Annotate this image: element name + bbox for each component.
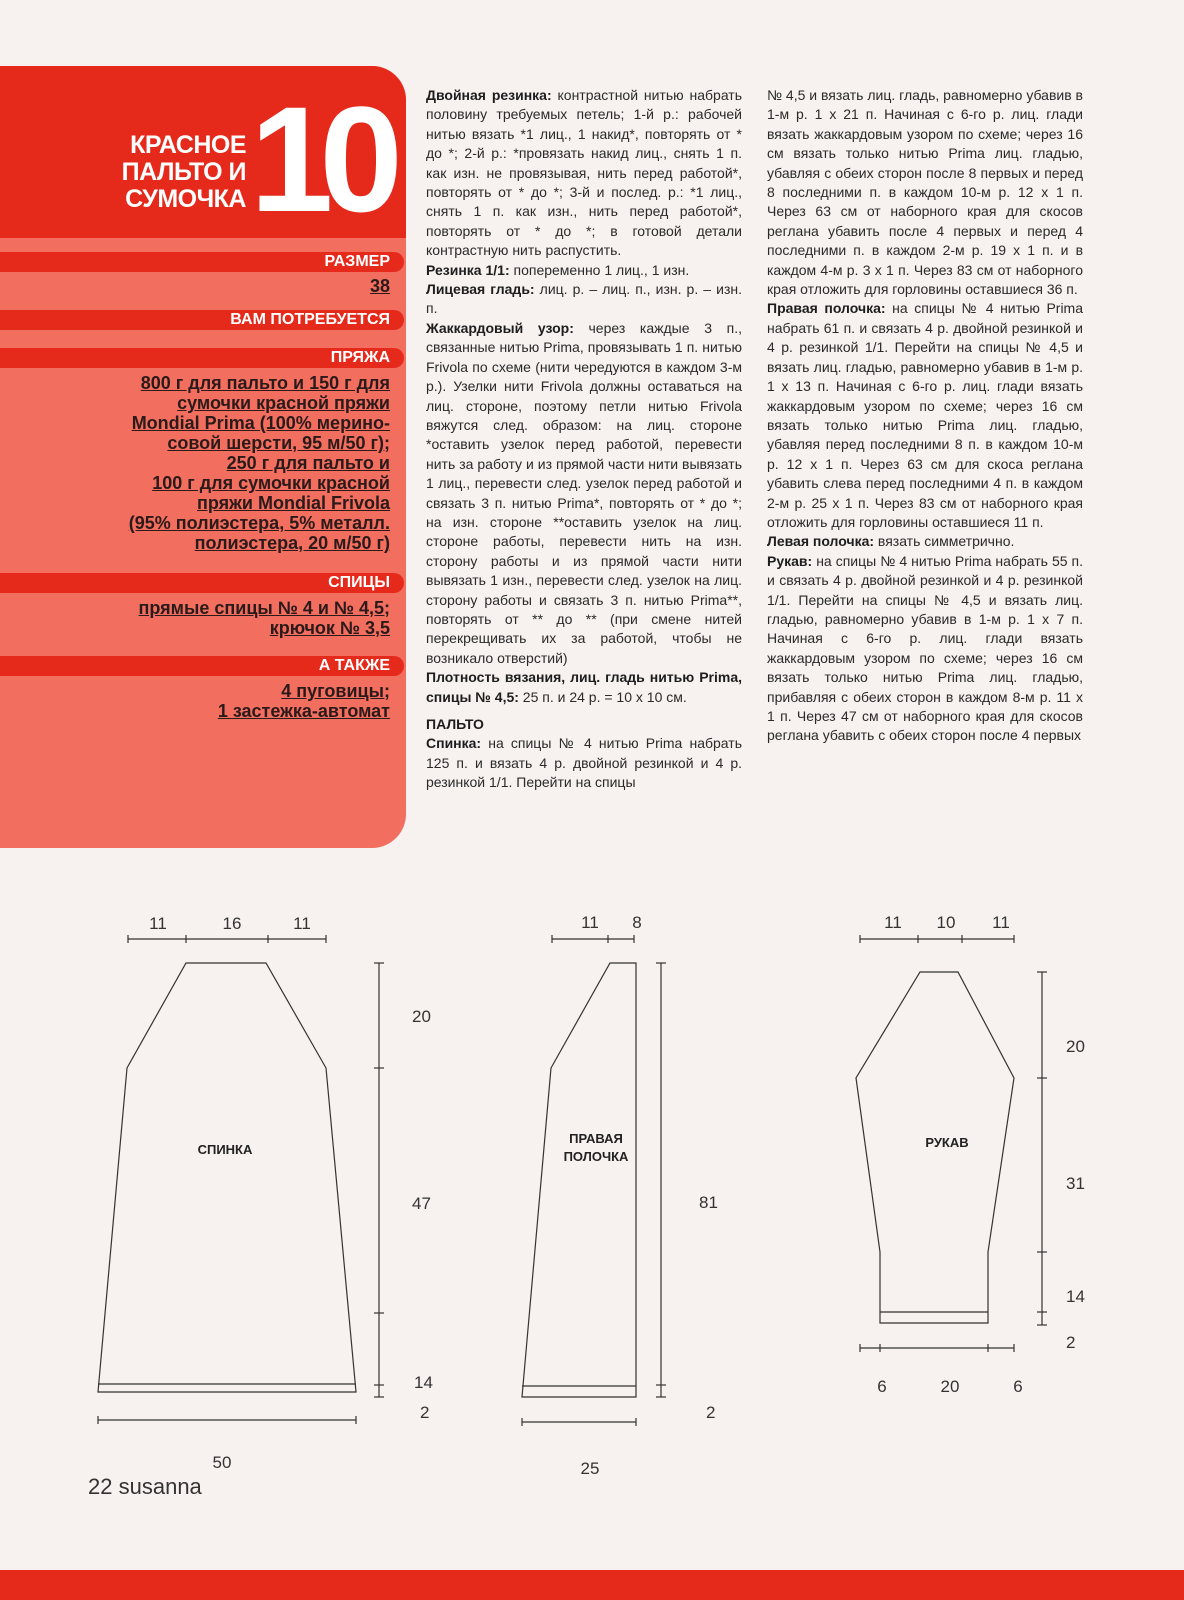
magazine-brand: susanna bbox=[118, 1474, 202, 1499]
instruction-heading: Рукав: bbox=[767, 552, 813, 569]
instruction-heading: Резинка 1/1: bbox=[426, 261, 510, 278]
back-right-1: 20 bbox=[412, 1007, 431, 1026]
instruction-text: через каждые 3 п., связанные нитью Prima, провязывать 1 п. нитью Frivola по схеме (нити чередуются в каждом 3-м р.). Узелки нити Frivola должны оставаться на лиц. стороне, поэтому петли нитью Frivola вяжутся след. образом: на лиц. стороне *оставить узелок перед работой, перевести нить за работу и из прямой части нити вывязать 1 лиц., перевести след. узелок перед работой и связать 3 п. нитью Prima*, повторять от * до *; на изн. стороне **оставить узелок на лиц. стороне работы, перевести нить на изн. сторону работы и из прямой части нити вывязать 1 изн., перевести след. узелок на лиц. сторону работы и связать 3 п. нитью Prima**, повторять от ** до ** (при смене нитей перекрещивать их за работой, чтобы не возникало отверстий) bbox=[426, 319, 742, 666]
needs-heading: ВАМ ПОТРЕБУЕТСЯ bbox=[0, 310, 404, 330]
sleeve-bottom-1: 6 bbox=[877, 1377, 887, 1396]
instruction-text: 25 п. и 24 р. = 10 х 10 см. bbox=[518, 688, 687, 705]
instruction-heading: Спинка: bbox=[426, 735, 482, 752]
front-bottom: 25 bbox=[580, 1459, 600, 1478]
sleeve-top-3: 11 bbox=[992, 913, 1010, 932]
size-heading: РАЗМЕР bbox=[0, 252, 404, 272]
sleeve-right-1: 20 bbox=[1066, 1037, 1085, 1056]
article-title: КРАСНОЕ ПАЛЬТО И СУМОЧКА bbox=[121, 131, 246, 213]
back-shape bbox=[98, 963, 356, 1392]
instruction-heading: Жаккардовый узор: bbox=[426, 319, 574, 336]
instruction-text: лиц. р. – лиц. п., изн. р. – изн. п. bbox=[426, 281, 743, 317]
instruction-text: на спицы № 4 нитью Prima набрать 125 п. и вязать 4 р. двойной резинкой и 4 р. резинкой 1/1. Перейти на спицы bbox=[426, 735, 742, 791]
instruction-heading: ПАЛЬТО bbox=[426, 716, 484, 732]
front-label-2: ПОЛОЧКА bbox=[563, 1149, 629, 1164]
front-top-1: 11 bbox=[581, 913, 599, 932]
page-footer bbox=[88, 1474, 202, 1500]
instruction-text: попеременно 1 лиц., 1 изн. bbox=[509, 261, 690, 278]
needles-heading: СПИЦЫ bbox=[0, 573, 404, 593]
sleeve-bottom-2: 20 bbox=[940, 1377, 960, 1396]
size-value: 38 bbox=[369, 276, 390, 296]
also-description: 4 пуговицы; 1 застежка-автомат bbox=[217, 681, 390, 721]
front-shape bbox=[522, 963, 636, 1397]
instruction-heading: Двойная резинка: bbox=[426, 87, 552, 103]
instruction-heading: Лицевая гладь: bbox=[426, 281, 535, 298]
sleeve-top-2: 10 bbox=[936, 913, 956, 932]
instruction-text: № 4,5 и вязать лиц. гладь, равномерно убавив в 1-м р. 1 х 21 п. Начиная с 6-го р. лиц. глади вязать жаккардовым узором по схеме; через 16 см вязать только нитью Prima лиц. гладью, убавляя с обеих сторон после 8 первых и перед 8 последними п. в каждом 10-м р. 12 х 1 п. Через 63 см от наборного края для скосов реглана убавить после 4 первых и перед 4 последними п. в каждом 2-м р. 19 х 1 п. и в каждом 4-м р. 3 х 1 п. Через 83 см от наборного края отложить для горловины оставшиеся 36 п. bbox=[767, 87, 1083, 298]
sleeve-right-3: 14 bbox=[1066, 1287, 1085, 1306]
back-top-3: 11 bbox=[293, 914, 311, 933]
instruction-text: на спицы № 4 нитью Prima набрать 61 п. и связать 4 р. двойной резинкой и 4 р. резинкой 1/1. Перейти на спицы № 4,5 и вязать лиц. гладью, равномерно убавив в 1-м р. 1 х 13 п. Начиная с 6-го р. лиц. глади вязать жаккардовым узором по схеме; через 16 см вязать только нитью Prima лиц. гладью, убавляя перед последними 8 п. в каждом 10-м р. 12 х 1 п. Через 63 см для скоса реглана убавить слева перед последними 4 п. в каждом 2-м р. 25 х 1 п. Через 83 см от наборного края отложить для горловины оставшиеся 11 п. bbox=[767, 300, 1083, 530]
instruction-heading: Правая полочка: bbox=[767, 300, 886, 317]
sleeve-right-4: 2 bbox=[1066, 1333, 1076, 1352]
back-top-2: 16 bbox=[222, 914, 242, 933]
yarn-heading: ПРЯЖА bbox=[0, 348, 404, 368]
back-right-4: 2 bbox=[420, 1403, 430, 1422]
yarn-description: 800 г для пальто и 150 г для сумочки красной пряжи Mondial Prima (100% мерино- совой шерсти, 95 м/50 г); 250 г для пальто и 100 г для сумочки красной пряжи Mondial Frivola (95% полиэстера, 5% металл. полиэстера, 20 м/50 г) bbox=[128, 373, 390, 553]
front-right-2: 2 bbox=[706, 1403, 716, 1422]
back-label: СПИНКА bbox=[197, 1142, 253, 1157]
instruction-text: контрастной нитью набрать половину требуемых петель; 1-й р.: рабочей нитью вязать *1 лиц., 1 накид*, повторять от * до *; 2-й р.: *провязать накид лиц., снять 1 п. как изн. не провязывая, нить перед работой*, повторять от * до *; 3-й и послед. р.: *1 лиц., снять 1 п. как изн., нить перед работой*, повторять от * до *; в готовой детали контрастную нить распустить. bbox=[426, 87, 743, 259]
sleeve-label: РУКАВ bbox=[925, 1135, 969, 1150]
also-heading: А ТАКЖЕ bbox=[0, 656, 404, 676]
back-bottom: 50 bbox=[212, 1453, 232, 1472]
back-right-2: 47 bbox=[412, 1194, 431, 1213]
instruction-text: вязать симметрично. bbox=[874, 533, 1015, 550]
front-right-1: 81 bbox=[699, 1193, 718, 1212]
back-top-1: 11 bbox=[149, 914, 167, 933]
needles-description: прямые спицы № 4 и № 4,5; крючок № 3,5 bbox=[138, 598, 390, 638]
instruction-heading: Плотность вязания, лиц. гладь нитью Prima, спицы № 4,5: bbox=[426, 669, 742, 705]
pattern-number: 10 bbox=[250, 75, 389, 243]
back-right-3: 14 bbox=[414, 1373, 433, 1392]
front-label-1: ПРАВАЯ bbox=[569, 1131, 623, 1146]
sleeve-bottom-3: 6 bbox=[1013, 1377, 1023, 1396]
front-top-2: 8 bbox=[632, 913, 642, 932]
instruction-text: на спицы № 4 нитью Prima набрать 55 п. и связать 4 р. двойной резинкой и 4 р. резинкой 1/1. Перейти на спицы № 4,5 и вязать лиц. гладью, равномерно убавив в 1-м р. 1 х 7 п. Начиная с 6-го р. лиц. глади вязать жаккардовым узором по схеме; через 16 см вязать только нитью Prima лиц. гладью, прибавляя с обеих сторон в каждом 8-м р. 11 х 1 п. Через 47 см от наборного края для скосов реглана убавить с обеих сторон после 4 первых bbox=[767, 552, 1083, 744]
sleeve-right-2: 31 bbox=[1066, 1174, 1085, 1193]
sleeve-top-1: 11 bbox=[884, 913, 902, 932]
bottom-bar bbox=[0, 1570, 1184, 1600]
instruction-heading: Левая полочка: bbox=[767, 533, 875, 550]
page-number: 22 bbox=[88, 1474, 113, 1499]
